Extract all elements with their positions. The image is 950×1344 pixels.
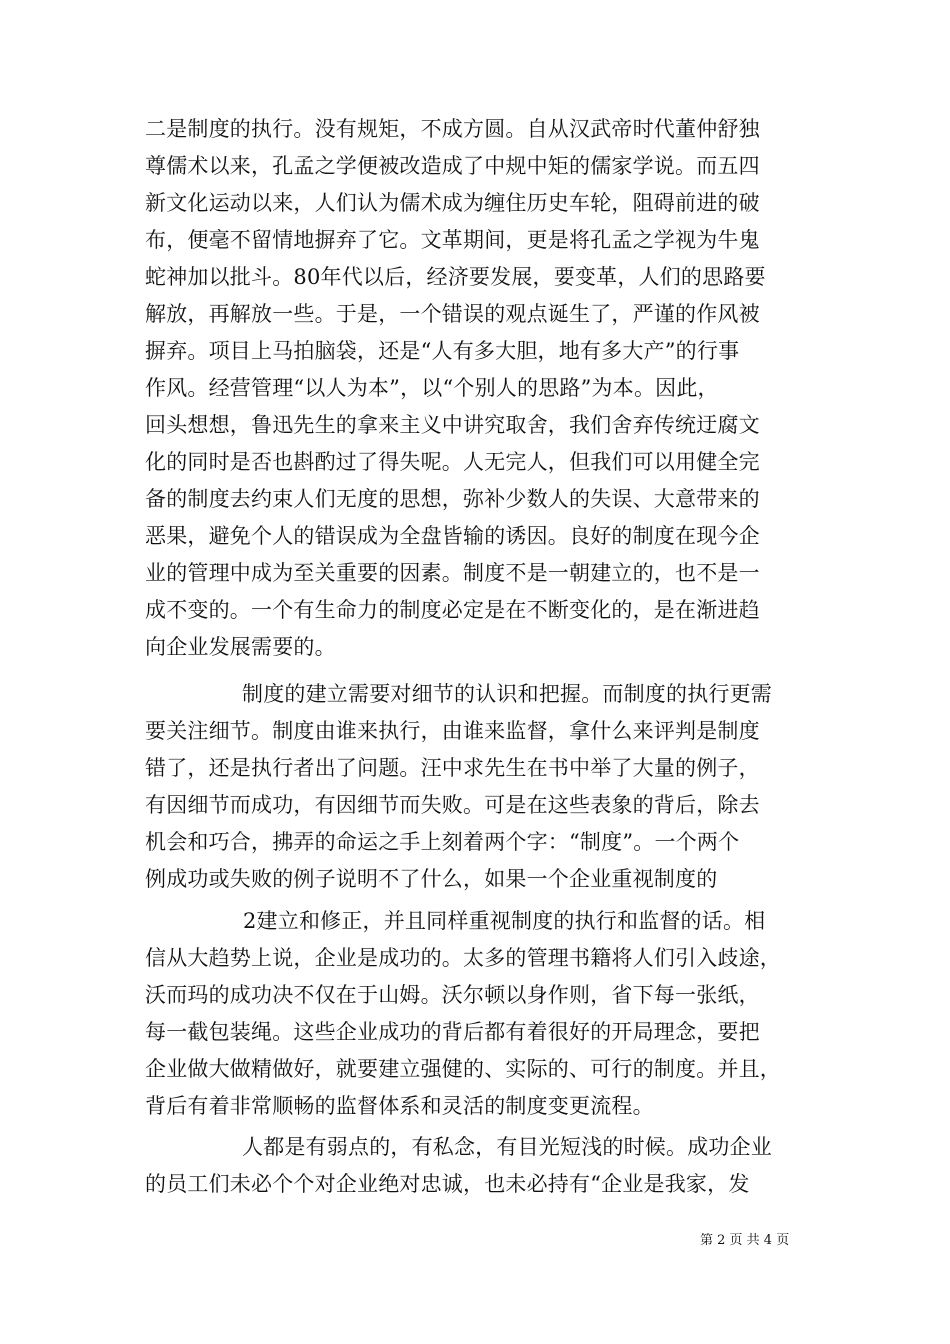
text-line: 业的管理中成为至关重要的因素。制度不是一朝建立的，也不是一 [145, 561, 760, 585]
paragraph-first-line: 人都是有弱点的，有私念，有目光短浅的时候。成功企业 [242, 1135, 772, 1159]
page-number: 第 2 页 共 4 页 [700, 1233, 790, 1248]
text-line: 例成功或失败的例子说明不了什么，如果一个企业重视制度的 [145, 867, 718, 891]
text-line: 向企业发展需要的。 [145, 635, 336, 659]
text-line: 企业做大做精做好，就要建立强健的、实际的、可行的制度。并且， [145, 1057, 781, 1081]
text-line: 新文化运动以来，人们认为儒术成为缠住历史车轮，阻碍前进的破 [145, 191, 760, 215]
paragraph-first-line: 制度的建立需要对细节的认识和把握。而制度的执行更需 [242, 682, 772, 706]
text-line: 化的同时是否也斟酌过了得失呢。人无完人，但我们可以用健全完 [145, 450, 760, 474]
text-line: 作风。经营管理“以人为本”，以“个别人的思路”为本。因此， [145, 376, 719, 400]
text-line: 尊儒术以来，孔孟之学便被改造成了中规中矩的儒家学说。而五四 [145, 154, 760, 178]
text-line: 备的制度去约束人们无度的思想，弥补少数人的失误、大意带来的 [145, 487, 760, 511]
text-line: 背后有着非常顺畅的监督体系和灵活的制度变更流程。 [145, 1094, 654, 1118]
text-line: 回头想想，鲁迅先生的拿来主义中讲究取舍，我们舍弃传统迂腐文 [145, 413, 760, 437]
text-line: 二是制度的执行。没有规矩，不成方圆。自从汉武帝时代董仲舒独 [145, 117, 760, 141]
text-line: 蛇神加以批斗。80年代以后，经济要发展，要变革，人们的思路要 [145, 265, 766, 289]
text-line: 布，便毫不留情地摒弃了它。文革期间，更是将孔孟之学视为牛鬼 [145, 228, 760, 252]
text-line: 错了，还是执行者出了问题。汪中求先生在书中举了大量的例子， [145, 756, 760, 780]
text-line: 的员工们未必个个对企业绝对忠诚，也未必持有“企业是我家，发 [145, 1172, 750, 1196]
text-line: 有因细节而成功，有因细节而失败。可是在这些表象的背后，除去 [145, 793, 760, 817]
text-line: 机会和巧合，拂弄的命运之手上刻着两个字：“制度”。一个两个 [145, 830, 740, 854]
paragraph-first-line: 2建立和修正，并且同样重视制度的执行和监督的话。相 [243, 909, 766, 933]
text-line: 沃而玛的成功决不仅在于山姆。沃尔顿以身作则，省下每一张纸， [145, 983, 760, 1007]
text-line: 每一截包装绳。这些企业成功的背后都有着很好的开局理念，要把 [145, 1020, 760, 1044]
text-line: 解放，再解放一些。于是，一个错误的观点诞生了，严谨的作风被 [145, 302, 760, 326]
text-line: 要关注细节。制度由谁来执行，由谁来监督，拿什么来评判是制度 [145, 719, 760, 743]
text-line: 恶果，避免个人的错误成为全盘皆输的诱因。良好的制度在现今企 [145, 524, 760, 548]
text-line: 成不变的。一个有生命力的制度必定是在不断变化的，是在渐进趋 [145, 598, 760, 622]
text-line: 摒弃。项目上马拍脑袋，还是“人有多大胆，地有多大产”的行事 [145, 339, 740, 363]
text-line: 信从大趋势上说，企业是成功的。太多的管理书籍将人们引入歧途， [145, 946, 781, 970]
